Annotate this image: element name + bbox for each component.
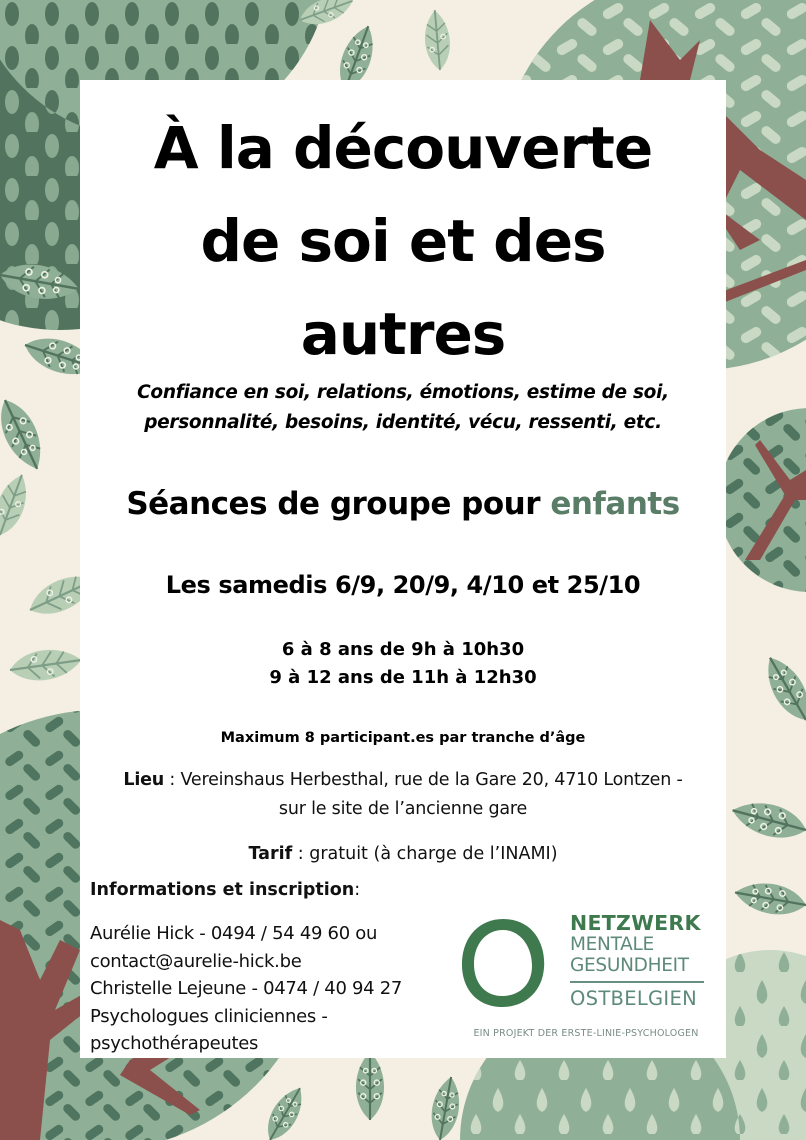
age-group-item: 9 à 12 ans de 11h à 12h30: [269, 667, 537, 688]
location-block: [80, 766, 726, 824]
session-heading: [80, 482, 726, 526]
info-label: Informations et inscription: [90, 880, 355, 900]
logo-wordmark: [570, 912, 710, 1010]
poster-title: [80, 102, 726, 381]
price-label: Tarif: [248, 844, 293, 864]
netzwerk-logo: [450, 906, 720, 1046]
title-line: À la découverte: [153, 114, 653, 182]
info-suffix: :: [354, 880, 361, 900]
topics-subtitle: [80, 378, 726, 438]
subtitle-line: Confiance en soi, relations, émotions, estime de soi,: [137, 382, 669, 403]
contact-line: psychothérapeutes: [90, 1033, 259, 1054]
age-groups: [80, 636, 726, 692]
subtitle-line: personnalité, besoins, identité, vécu, ressenti, etc.: [144, 412, 662, 433]
location-line2: sur le site de l’ancienne gare: [278, 799, 528, 819]
contact-line: Christelle Lejeune - 0474 / 40 94 27: [90, 978, 403, 999]
contact-email[interactable]: contact@aurelie-hick.be: [90, 950, 302, 972]
title-line: autres: [300, 300, 506, 368]
age-group-item: 6 à 8 ans de 9h à 10h30: [281, 639, 525, 660]
content-panel: [80, 80, 726, 1058]
session-dates: Les samedis 6/9, 20/9, 4/10 et 25/10: [165, 571, 641, 599]
title-line: de soi et des: [200, 207, 606, 275]
location-separator: :: [164, 770, 181, 790]
location-label: Lieu: [123, 770, 165, 790]
contact-line: Psychologues cliniciennes -: [90, 1005, 328, 1027]
logo-tagline: EIN PROJEKT DER ERSTE-LINIE-PSYCHOLOGEN: [473, 1028, 699, 1039]
info-heading: [90, 876, 360, 905]
contact-list: [90, 920, 402, 1058]
logo-ring-icon: [458, 916, 548, 1010]
logo-line-mentale: MENTALE: [570, 934, 654, 955]
location-line1: Vereinshaus Herbesthal, rue de la Gare 20, 4710 Lontzen -: [180, 770, 683, 790]
logo-divider: [570, 981, 704, 983]
price-block: [80, 840, 726, 869]
logo-line-ostbelgien: OSTBELGIEN: [570, 987, 697, 1010]
heading-accent: enfants: [550, 486, 680, 522]
contact-line: Aurélie Hick - 0494 / 54 49 60 ou: [90, 923, 378, 944]
max-participants: Maximum 8 participant.es par tranche d’âge: [220, 730, 586, 746]
price-value: gratuit (à charge de l’INAMI): [309, 844, 558, 864]
heading-main: Séances de groupe pour: [126, 486, 551, 522]
logo-line-gesundheit: GESUNDHEIT: [570, 955, 689, 976]
logo-line-netzwerk: NETZWERK: [570, 911, 701, 935]
price-separator: :: [292, 844, 310, 864]
